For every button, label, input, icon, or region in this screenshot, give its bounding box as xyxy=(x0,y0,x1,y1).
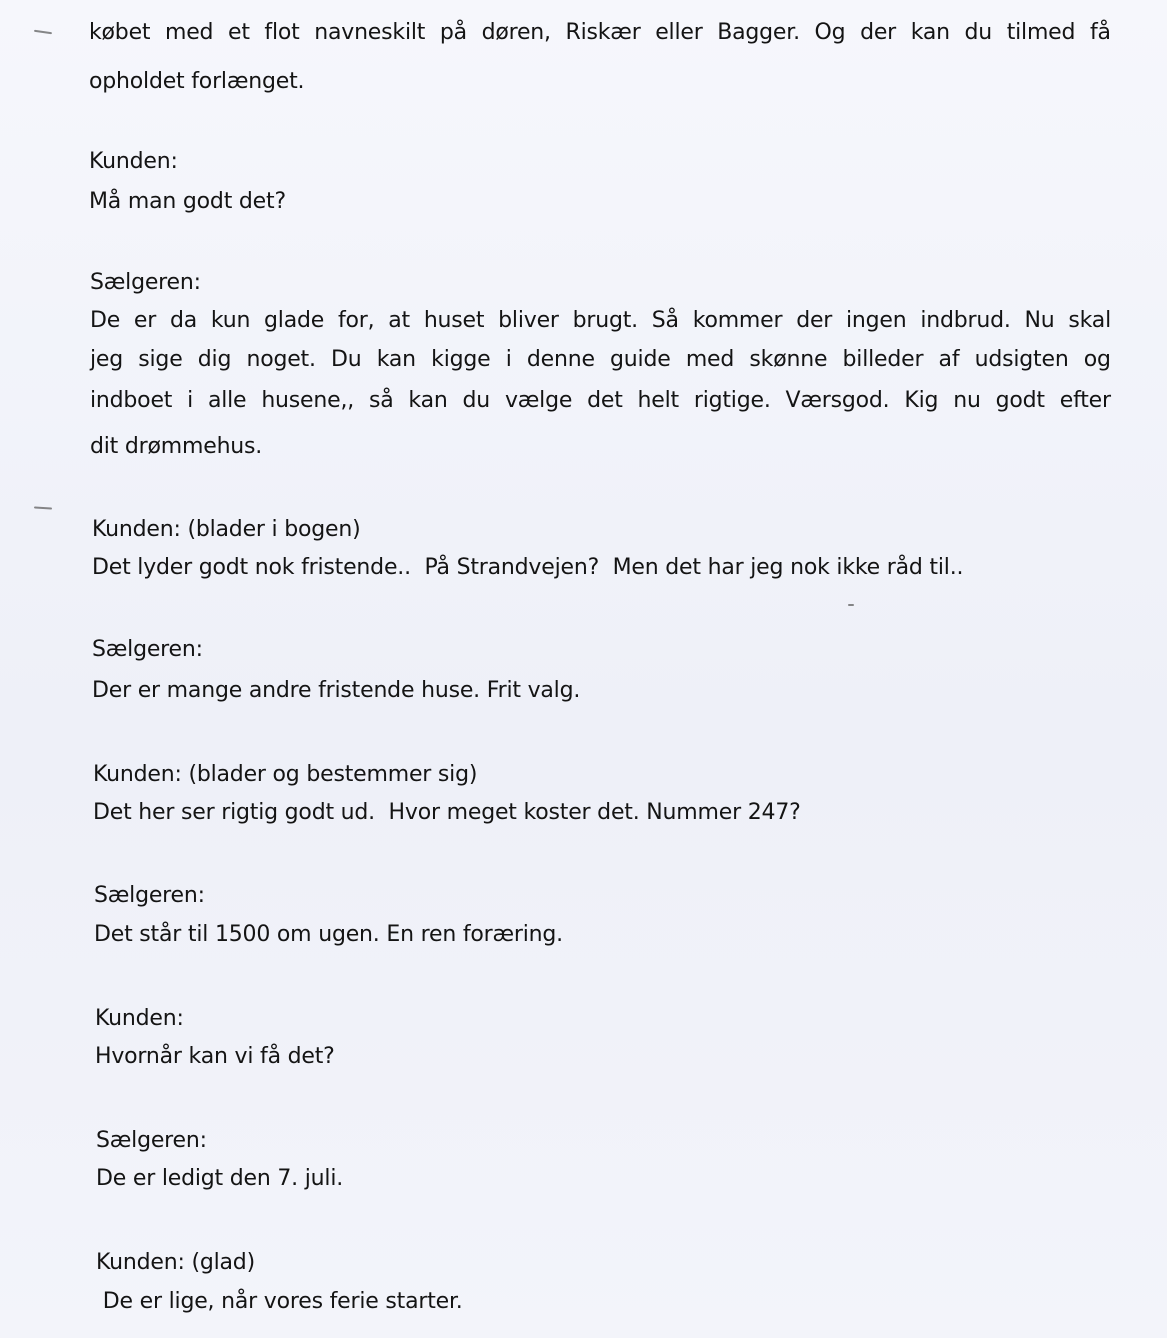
word: døren, xyxy=(481,20,551,45)
word: bliver xyxy=(498,308,559,333)
word: da xyxy=(169,308,197,333)
word: kan xyxy=(376,347,416,372)
speaker-label: Kunden: xyxy=(89,149,178,174)
word: Du xyxy=(331,347,362,372)
word: med xyxy=(685,347,735,372)
word: få xyxy=(1089,20,1111,45)
word: der xyxy=(860,20,897,45)
word: alle xyxy=(207,388,247,413)
word: noget. xyxy=(246,347,316,372)
word: du xyxy=(462,388,491,413)
word: for, xyxy=(337,308,375,333)
word: kommer xyxy=(692,308,783,333)
word: kan xyxy=(408,388,448,413)
word: skal xyxy=(1068,308,1111,333)
margin-mark xyxy=(848,604,854,606)
text-line: Må man godt det? xyxy=(89,189,286,214)
margin-mark xyxy=(34,30,52,34)
text-line xyxy=(90,345,1111,375)
word: kan xyxy=(910,20,950,45)
word: kigge xyxy=(431,347,491,372)
word: i xyxy=(505,347,512,372)
text-line: De er lige, når vores ferie starter. xyxy=(96,1289,463,1314)
word: udsigten xyxy=(974,347,1069,372)
speaker-label: Sælgeren: xyxy=(92,637,203,662)
word: købet xyxy=(89,20,151,45)
text-line: Hvornår kan vi få det? xyxy=(95,1044,335,1069)
word: glade xyxy=(264,308,325,333)
word: du xyxy=(964,20,993,45)
word: der xyxy=(796,308,833,333)
word: nu xyxy=(953,388,981,413)
word: med xyxy=(164,20,214,45)
word: vælge xyxy=(504,388,573,413)
word: så xyxy=(368,388,394,413)
speaker-label: Kunden: (blader og bestemmer sig) xyxy=(93,762,478,787)
word: ingen xyxy=(846,308,907,333)
speaker-label: Kunden: (glad) xyxy=(96,1250,255,1275)
word: rigtige. xyxy=(693,388,771,413)
text-line: Det lyder godt nok fristende.. På Strandvejen? Men det har jeg nok ikke råd til.. xyxy=(92,555,964,580)
word: er xyxy=(133,308,157,333)
speaker-label: Kunden: (blader i bogen) xyxy=(92,517,361,542)
word: skønne xyxy=(749,347,828,372)
text-line xyxy=(89,18,1111,48)
text-line: Det står til 1500 om ugen. En ren foræring. xyxy=(94,922,563,947)
word: Og xyxy=(814,20,846,45)
speaker-label: Sælgeren: xyxy=(96,1128,207,1153)
word: denne xyxy=(526,347,595,372)
word: efter xyxy=(1059,388,1111,413)
word: Værsgod. xyxy=(785,388,890,413)
word: indbrud. xyxy=(920,308,1011,333)
word: tilmed xyxy=(1006,20,1076,45)
word: sige xyxy=(138,347,183,372)
text-line: Der er mange andre fristende huse. Frit valg. xyxy=(92,678,581,703)
word: flot xyxy=(264,20,300,45)
word: helt xyxy=(637,388,679,413)
word: indboet xyxy=(90,388,173,413)
word: husene,, xyxy=(261,388,355,413)
word: Så xyxy=(651,308,679,333)
word: brugt. xyxy=(572,308,638,333)
word: kun xyxy=(210,308,251,333)
text-line xyxy=(90,386,1111,416)
word: guide xyxy=(610,347,671,372)
word: af xyxy=(938,347,960,372)
margin-mark xyxy=(34,506,52,509)
speaker-label: Kunden: xyxy=(95,1006,184,1031)
word: Kig xyxy=(904,388,939,413)
speaker-label: Sælgeren: xyxy=(94,883,205,908)
word: at xyxy=(388,308,410,333)
word: De xyxy=(90,308,121,333)
text-line: De er ledigt den 7. juli. xyxy=(96,1166,344,1191)
text-line: Det her ser rigtig godt ud. Hvor meget koster det. Nummer 247? xyxy=(93,800,801,825)
word: og xyxy=(1083,347,1111,372)
text-line: opholdet forlænget. xyxy=(89,69,305,94)
text-line xyxy=(90,306,1111,336)
word: eller xyxy=(655,20,703,45)
word: på xyxy=(439,20,467,45)
text-line: dit drømmehus. xyxy=(90,434,263,459)
word: Bagger. xyxy=(717,20,800,45)
word: jeg xyxy=(90,347,124,372)
speaker-label: Sælgeren: xyxy=(90,270,201,295)
word: i xyxy=(187,388,194,413)
word: Nu xyxy=(1024,308,1055,333)
word: godt xyxy=(995,388,1045,413)
word: huset xyxy=(423,308,485,333)
word: billeder xyxy=(842,347,924,372)
word: et xyxy=(227,20,250,45)
word: det xyxy=(587,388,623,413)
word: Riskær xyxy=(565,20,641,45)
word: navneskilt xyxy=(314,20,426,45)
word: dig xyxy=(197,347,232,372)
